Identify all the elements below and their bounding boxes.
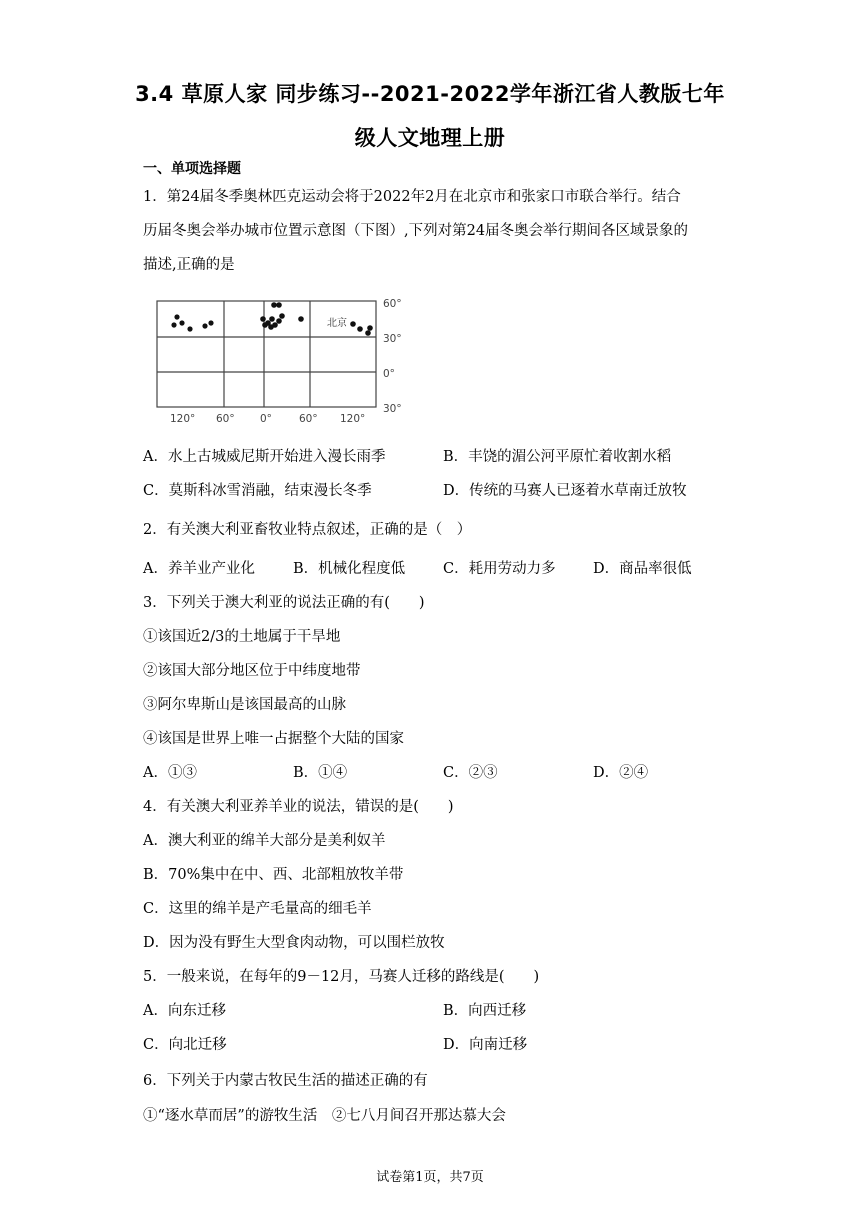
q1-option-b: B．丰饶的湄公河平原忙着收割水稻 [443,449,672,465]
q4-option-a: A．澳大利亚的绵羊大部分是美利奴羊 [143,833,386,849]
city-marker [202,323,207,328]
lat-label-30n: 30° [383,333,402,345]
city-marker [171,322,176,327]
q4-option-b: B．70%集中在中、西、北部粗放牧羊带 [143,867,404,883]
city-marker [298,316,304,322]
city-marker [365,330,371,336]
q5-option-b: B．向西迁移 [443,1003,527,1019]
city-marker [187,326,192,331]
beijing-label: 北京 [327,318,347,329]
city-marker [276,302,282,308]
q6-stem: 6．下列关于内蒙古牧民生活的描述正确的有 [143,1073,428,1089]
city-marker [208,320,213,325]
q3-option-d: D．②④ [593,765,649,781]
q6-items: ①“逐水草而居”的游牧生活 ②七八月间召开那达慕大会 [143,1108,506,1124]
q3-option-c: C．②③ [443,765,498,781]
city-marker [357,326,363,332]
q4-option-d: D．因为没有野生大型食肉动物，可以围栏放牧 [143,935,445,951]
q2-stem: 2．有关澳大利亚畜牧业特点叙述，正确的是（ ） [143,522,472,538]
q3-item: ②该国大部分地区位于中纬度地带 [143,663,361,679]
q1-stem-line-3: 描述,正确的是 [143,257,235,273]
lon-label-0: 0° [260,413,272,425]
city-marker [179,320,184,325]
section-heading: 一、单项选择题 [143,161,241,177]
lat-label-equator: 0° [383,368,395,380]
olympic-cities-map [150,292,410,432]
page-title-line-2: 级人文地理上册 [354,126,506,150]
lat-label-30s: 30° [383,403,402,415]
q3-item: ③阿尔卑斯山是该国最高的山脉 [143,697,346,713]
city-marker [367,325,373,331]
q5-option-d: D．向南迁移 [443,1037,528,1053]
q3-item: ④该国是世界上唯一占据整个大陆的国家 [143,731,404,747]
lon-label-120w: 120° [170,413,196,425]
city-marker [262,322,268,328]
q1-option-c: C．莫斯科冰雪消融，结束漫长冬季 [143,483,372,499]
city-marker [269,316,275,322]
q3-option-b: B．①④ [293,765,348,781]
q2-option-a: A．养羊业产业化 [143,561,255,577]
lon-label-60e: 60° [299,413,318,425]
city-marker [174,314,179,319]
q2-option-b: B．机械化程度低 [293,561,406,577]
q4-stem: 4．有关澳大利亚养羊业的说法，错误的是( ) [143,799,454,815]
q5-stem: 5．一般来说，在每年的9－12月，马赛人迁移的路线是( ) [143,969,540,985]
lon-label-120e: 120° [340,413,366,425]
q2-option-c: C．耗用劳动力多 [443,561,556,577]
city-marker [279,313,285,319]
q3-item: ①该国近2/3的土地属于干旱地 [143,629,341,645]
q1-option-a: A．水上古城威尼斯开始进入漫长雨季 [143,449,386,465]
q5-option-a: A．向东迁移 [143,1003,226,1019]
page-footer: 试卷第1页，共7页 [376,1170,484,1185]
city-marker [271,302,277,308]
q3-option-a: A．①③ [143,765,197,781]
lon-label-60w: 60° [216,413,235,425]
q4-option-c: C．这里的绵羊是产毛量高的细毛羊 [143,901,372,917]
q1-option-d: D．传统的马赛人已逐着水草南迁放牧 [443,483,687,499]
q1-stem-line-2: 历届冬奥会举办城市位置示意图（下图）,下列对第24届冬奥会举行期间各区域景象的 [143,223,689,239]
city-marker [260,316,266,322]
q3-stem: 3．下列关于澳大利亚的说法正确的有( ) [143,595,425,611]
page-title-line-1: 3.4 草原人家 同步练习--2021-2022学年浙江省人教版七年 [135,82,725,106]
city-marker [268,324,274,330]
q2-option-d: D．商品率很低 [593,561,692,577]
city-marker [350,321,356,327]
q1-stem-line-1: 1．第24届冬季奥林匹克运动会将于2022年2月在北京市和张家口市联合举行。结合 [143,189,681,205]
q5-option-c: C．向北迁移 [143,1037,227,1053]
map-frame [157,301,376,407]
lat-label-60n: 60° [383,298,402,310]
city-marker [276,318,282,324]
